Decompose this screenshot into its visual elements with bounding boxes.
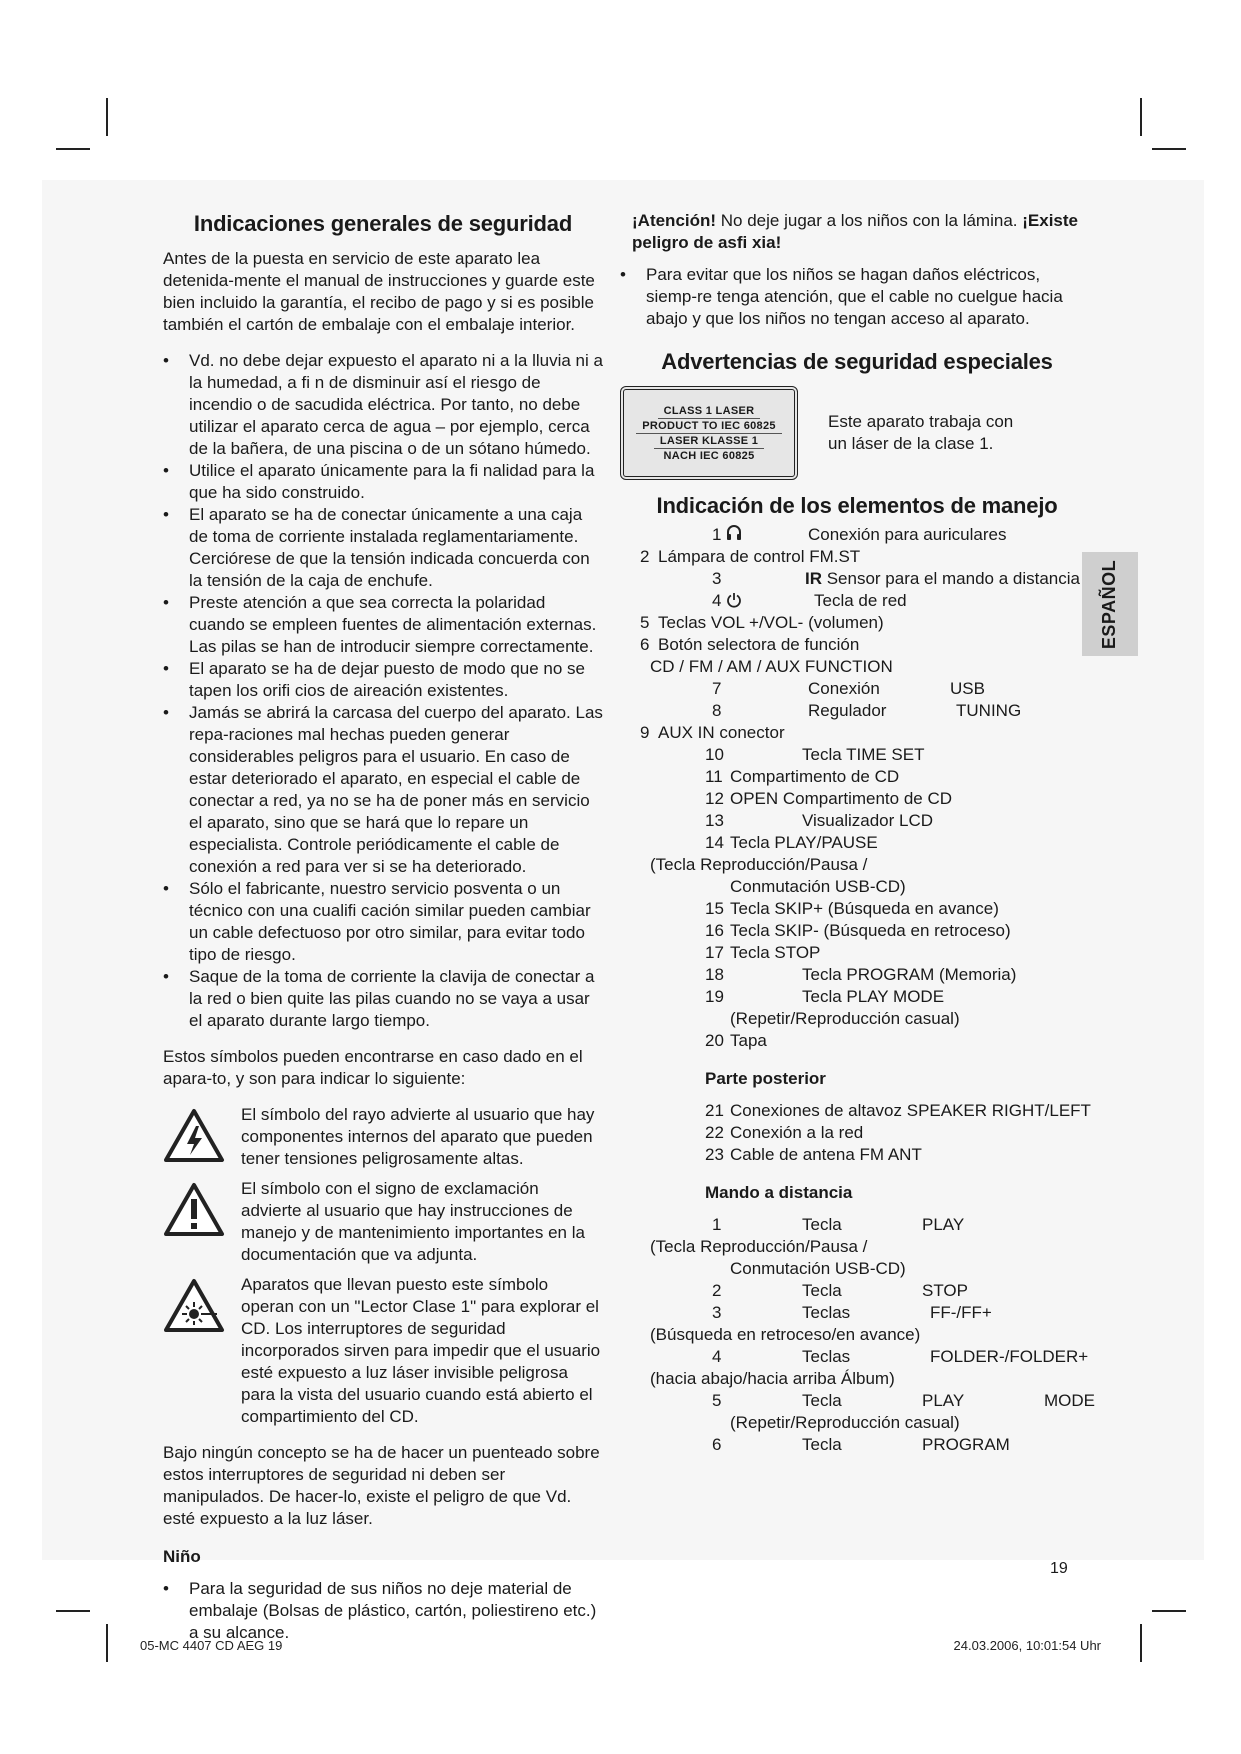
item-number: 6 xyxy=(640,635,650,654)
laser-text: Este aparato trabaja con un láser de la clase 1. xyxy=(828,412,1014,453)
child-bullets xyxy=(163,1578,603,1644)
list-item: • Sólo el fabricante, nuestro servicio posventa o un técnico con una cualifi cación similar pueden cambiar un cable defectuoso por otro similar, para evitar todo tipo de riesgo. xyxy=(163,878,603,966)
item-number: 4 xyxy=(712,1347,722,1366)
list-item xyxy=(632,854,1082,876)
crop-mark xyxy=(106,98,108,136)
item-number: 22 xyxy=(705,1123,724,1142)
symbol-text: El símbolo con el signo de exclamación advierte al usuario que hay instrucciones de manejo y de mantenimiento importantes en la documentación que va adjunta. xyxy=(241,1179,585,1264)
list-item xyxy=(632,1008,1082,1030)
list-item xyxy=(632,1280,1082,1302)
list-item xyxy=(632,546,1082,568)
laser-label-line: PRODUCT TO IEC 60825 xyxy=(636,419,782,434)
item-number: 3 xyxy=(712,1303,722,1322)
list-item: • Utilice el aparato únicamente para la fi nalidad para la que ha sido construido. xyxy=(163,460,603,504)
item-number: 23 xyxy=(705,1145,724,1164)
item-text: Tecla de red xyxy=(814,591,907,610)
crop-mark xyxy=(56,148,90,150)
list-item xyxy=(632,1412,1082,1434)
list-item xyxy=(632,766,1082,788)
list-item xyxy=(632,524,1082,546)
list-item: • Para la seguridad de sus niños no deje material de embalaje (Bolsas de plástico, cartón, poliestireno etc.) a su alcance. xyxy=(163,1578,603,1644)
crop-mark xyxy=(1140,1624,1142,1662)
symbol-row xyxy=(163,1274,603,1428)
list-item: • Vd. no debe dejar expuesto el aparato ni a la lluvia ni a la humedad, a fi n de disminuir así el riesgo de incendio o de sacudida eléctrica. Por tanto, no debe utilizar el aparato cerca de agua – por ejemplo, cerca de la bañera, de una piscina o de un sótano húmedo. xyxy=(163,350,603,460)
item-text: Conexión para auriculares xyxy=(808,525,1007,544)
asphyxia-warning: ¡Existe peligro de asfi xia! xyxy=(632,211,1078,252)
laser-row xyxy=(620,386,1082,480)
item-number: 2 xyxy=(640,547,650,566)
item-number: 4 xyxy=(712,591,722,610)
language-tab-label: ESPAÑOL xyxy=(1099,559,1120,649)
item-text: Teclas xyxy=(802,1303,851,1322)
item-text: Conexiones de altavoz SPEAKER RIGHT/LEFT xyxy=(730,1101,1091,1120)
item-text xyxy=(805,568,1080,590)
item-text: Tecla xyxy=(802,1215,842,1234)
list-item xyxy=(632,1258,1082,1280)
item-text: OPEN Compartimento de CD xyxy=(730,789,953,808)
item-number: 17 xyxy=(705,943,724,962)
attention-label: ¡Atención! xyxy=(632,211,717,230)
item-text: Tecla PLAY/PAUSE xyxy=(730,833,878,852)
crop-mark xyxy=(1152,1610,1186,1612)
item-text: Tecla TIME SET xyxy=(802,745,925,764)
crop-mark xyxy=(106,1624,108,1662)
item-continuation: (Tecla Reproducción/Pausa / xyxy=(650,855,868,874)
list-item: • Preste atención a que sea correcta la polaridad cuando se empleen fuentes de alimentación externas. Las pilas se han de introducir siempre correctamente. xyxy=(163,592,603,658)
item-text: Tecla PROGRAM (Memoria) xyxy=(802,965,1017,984)
item-text: AUX IN conector xyxy=(658,723,785,742)
intro-paragraph: Antes de la puesta en servicio de este aparato lea detenida-mente el manual de instrucciones y guarde este bien incluido la garantía, el recibo de pago y si es posible también el cartón de embalaje con el embalaje interior. xyxy=(163,249,595,334)
item-extra: PROGRAM xyxy=(922,1435,1010,1454)
item-number: 2 xyxy=(712,1281,722,1300)
item-text-rest: Sensor para el mando a distancia xyxy=(822,569,1080,588)
symbol-text: El símbolo del rayo advierte al usuario que hay componentes internos del aparato que pueden tener tensiones peligrosamente altas. xyxy=(241,1105,595,1168)
item-continuation: (hacia abajo/hacia arriba Álbum) xyxy=(650,1369,895,1388)
item-text: Teclas xyxy=(802,1347,851,1366)
exclamation-warning-icon xyxy=(163,1178,241,1266)
item-text: Lámpara de control FM.ST xyxy=(658,547,861,566)
item-number: 5 xyxy=(712,1391,722,1410)
list-item xyxy=(632,1236,1082,1258)
list-item xyxy=(632,744,1082,766)
headphones-icon xyxy=(726,524,742,548)
laser-label-line: LASER KLASSE 1 xyxy=(654,434,764,449)
item-number: 16 xyxy=(705,921,724,940)
laser-label-line: NACH IEC 60825 xyxy=(663,449,755,462)
list-item xyxy=(632,942,1082,964)
list-item xyxy=(632,678,1082,700)
crop-mark xyxy=(56,1610,90,1612)
child-bullets-2 xyxy=(620,264,1082,330)
item-text: Tecla xyxy=(802,1391,842,1410)
item-number: 1 xyxy=(712,525,722,544)
list-item xyxy=(632,1122,1082,1144)
list-item xyxy=(632,1214,1082,1236)
item-continuation: (Tecla Reproducción/Pausa / xyxy=(650,1237,868,1256)
item-text: Teclas VOL +/VOL- (volumen) xyxy=(658,613,884,632)
remote-heading: Mando a distancia xyxy=(705,1183,853,1202)
list-item xyxy=(632,1324,1082,1346)
item-number: 5 xyxy=(640,613,650,632)
list-item xyxy=(632,1390,1095,1412)
item-continuation: (Búsqueda en retroceso/en avance) xyxy=(650,1325,921,1344)
rear-list xyxy=(632,1100,1091,1166)
list-item xyxy=(632,612,1082,634)
item-text: Tecla STOP xyxy=(730,943,821,962)
footer-right: 24.03.2006, 10:01:54 Uhr xyxy=(953,1638,1101,1653)
item-extra: TUNING xyxy=(956,701,1022,720)
item-number: 14 xyxy=(705,833,724,852)
item-extra: FOLDER-/FOLDER+ xyxy=(930,1347,1089,1366)
laser-warning-icon xyxy=(163,1274,241,1428)
list-item: • El aparato se ha de conectar únicamente a una caja de toma de corriente instalada reglamentariamente. Cerciórese de que la tensión indicada concuerda con la tensión de la caja de enchufe. xyxy=(163,504,603,592)
list-item xyxy=(632,964,1082,986)
list-item xyxy=(632,832,1082,854)
item-number: 11 xyxy=(705,767,723,786)
item-text: Tecla SKIP- (Búsqueda en retroceso) xyxy=(730,921,1011,940)
safety-heading: Indicaciones generales de seguridad xyxy=(193,211,573,236)
item-continuation: Conmutación USB-CD) xyxy=(730,1259,906,1278)
item-number: 6 xyxy=(712,1435,722,1454)
list-item xyxy=(632,876,1082,898)
crop-mark xyxy=(1152,148,1186,150)
item-text: Botón selectora de función xyxy=(658,635,860,654)
item-extra: STOP xyxy=(922,1281,968,1300)
language-tab xyxy=(1082,552,1138,656)
symbols-intro: Estos símbolos pueden encontrarse en caso dado en el apara-to, y son para indicar lo siguiente: xyxy=(163,1047,583,1088)
list-item xyxy=(632,1302,1082,1324)
ir-label: IR xyxy=(805,569,822,588)
left-column xyxy=(163,210,603,1658)
bypass-paragraph: Bajo ningún concepto se ha de hacer un puenteado sobre estos interruptores de seguridad ni deben ser manipulados. De hacer-lo, existe el peligro de que Vd. esté expuesto a la luz láser. xyxy=(163,1443,600,1528)
item-text: Cable de antena FM ANT xyxy=(730,1145,922,1164)
item-number: 13 xyxy=(705,811,724,830)
rear-heading: Parte posterior xyxy=(705,1069,826,1088)
power-icon xyxy=(726,592,742,614)
item-text: Compartimento de CD xyxy=(730,767,900,786)
attention-paragraph xyxy=(632,210,1082,254)
item-text: Tapa xyxy=(730,1031,767,1050)
item-text: Tecla PLAY MODE xyxy=(802,987,945,1006)
list-item xyxy=(632,634,1082,656)
list-item xyxy=(632,1030,1082,1052)
item-text: Conexión xyxy=(808,679,880,698)
page-number: 19 xyxy=(1050,1560,1068,1577)
item-text: Conexión a la red xyxy=(730,1123,864,1142)
list-item xyxy=(632,590,1082,612)
list-item xyxy=(632,898,1082,920)
list-item xyxy=(632,656,1082,678)
item-extra: PLAY xyxy=(922,1391,965,1410)
lightning-warning-icon xyxy=(163,1104,241,1170)
item-continuation: Conmutación USB-CD) xyxy=(730,877,906,896)
item-text: Tecla SKIP+ (Búsqueda en avance) xyxy=(730,899,999,918)
footer-left: 05-MC 4407 CD AEG 19 xyxy=(140,1638,283,1653)
safety-bullets xyxy=(163,350,603,1032)
item-extra: USB xyxy=(950,679,985,698)
item-text: Tecla xyxy=(802,1435,842,1454)
item-extra-2: MODE xyxy=(1044,1391,1095,1410)
list-item xyxy=(632,568,1082,590)
item-number: 19 xyxy=(705,987,724,1006)
item-number: 8 xyxy=(712,701,722,720)
symbol-row xyxy=(163,1178,603,1266)
list-item: • Para evitar que los niños se hagan daños eléctricos, siemp-re tenga atención, que el cable no cuelgue hacia abajo y que los niños no tengan acceso al aparato. xyxy=(620,264,1082,330)
attention-text: No deje jugar a los niños con la lámina. xyxy=(716,211,1023,230)
item-number: 9 xyxy=(640,723,650,742)
item-extra: PLAY xyxy=(922,1215,965,1234)
symbol-row xyxy=(163,1104,603,1170)
list-item xyxy=(632,810,1082,832)
list-item: • Jamás se abrirá la carcasa del cuerpo del aparato. Las repa-raciones mal hechas pueden generar considerables peligros para el usuario. En caso de estar deteriorado el aparato, en especial el cable de conectar a red, ya no se ha de poner más en servicio el aparato, sino que se hará que lo repare un especialista. Controle periódicamente el cable de conexión a red para ver si se ha deteriorado. xyxy=(163,702,603,878)
special-heading: Advertencias de seguridad especiales xyxy=(661,349,1053,374)
item-continuation: CD / FM / AM / AUX FUNCTION xyxy=(650,657,893,676)
list-item xyxy=(632,722,1082,744)
list-item xyxy=(632,788,1082,810)
list-item xyxy=(632,1144,1082,1166)
item-number: 7 xyxy=(712,679,722,698)
child-heading: Niño xyxy=(163,1547,201,1566)
list-item xyxy=(632,986,1082,1008)
item-continuation: (Repetir/Reproducción casual) xyxy=(730,1413,960,1432)
item-number: 10 xyxy=(705,745,724,764)
list-item: • Saque de la toma de corriente la clavija de conectar a la red o bien quite las pilas cuando no se vaya a usar el aparato durante largo tiempo. xyxy=(163,966,603,1032)
item-number: 18 xyxy=(705,965,724,984)
list-item xyxy=(632,1434,1082,1456)
item-text: Tecla xyxy=(802,1281,842,1300)
list-item xyxy=(632,1100,1091,1122)
remote-list xyxy=(632,1214,1095,1456)
item-continuation: (Repetir/Reproducción casual) xyxy=(730,1009,960,1028)
right-column xyxy=(632,210,1095,1456)
laser-class-label xyxy=(620,386,798,480)
item-number: 12 xyxy=(705,789,724,808)
item-number: 3 xyxy=(712,569,722,588)
symbol-text: Aparatos que llevan puesto este símbolo operan con un "Lector Clase 1" para explorar el CD. Los interruptores de seguridad incorporados sirven para impedir que el usuario esté expuesto a luz láser invisible peligrosa para la vista del usuario cuando está abierto el compartimiento del CD. xyxy=(241,1275,601,1426)
item-number: 15 xyxy=(705,899,724,918)
item-number: 20 xyxy=(705,1031,724,1050)
item-number: 21 xyxy=(705,1101,724,1120)
item-number: 1 xyxy=(712,1215,722,1234)
list-item xyxy=(632,1346,1089,1368)
laser-label-line: CLASS 1 LASER xyxy=(658,404,761,419)
controls-heading: Indicación de los elementos de manejo xyxy=(656,493,1058,518)
list-item xyxy=(632,1368,1082,1390)
list-item xyxy=(632,700,1082,722)
list-item xyxy=(632,920,1082,942)
crop-mark xyxy=(1140,98,1142,136)
item-text: Regulador xyxy=(808,701,887,720)
list-item: • El aparato se ha de dejar puesto de modo que no se tapen los orifi cios de aireación existentes. xyxy=(163,658,603,702)
item-text: Visualizador LCD xyxy=(802,811,934,830)
controls-list xyxy=(632,524,1082,1052)
item-extra: FF-/FF+ xyxy=(930,1303,992,1322)
